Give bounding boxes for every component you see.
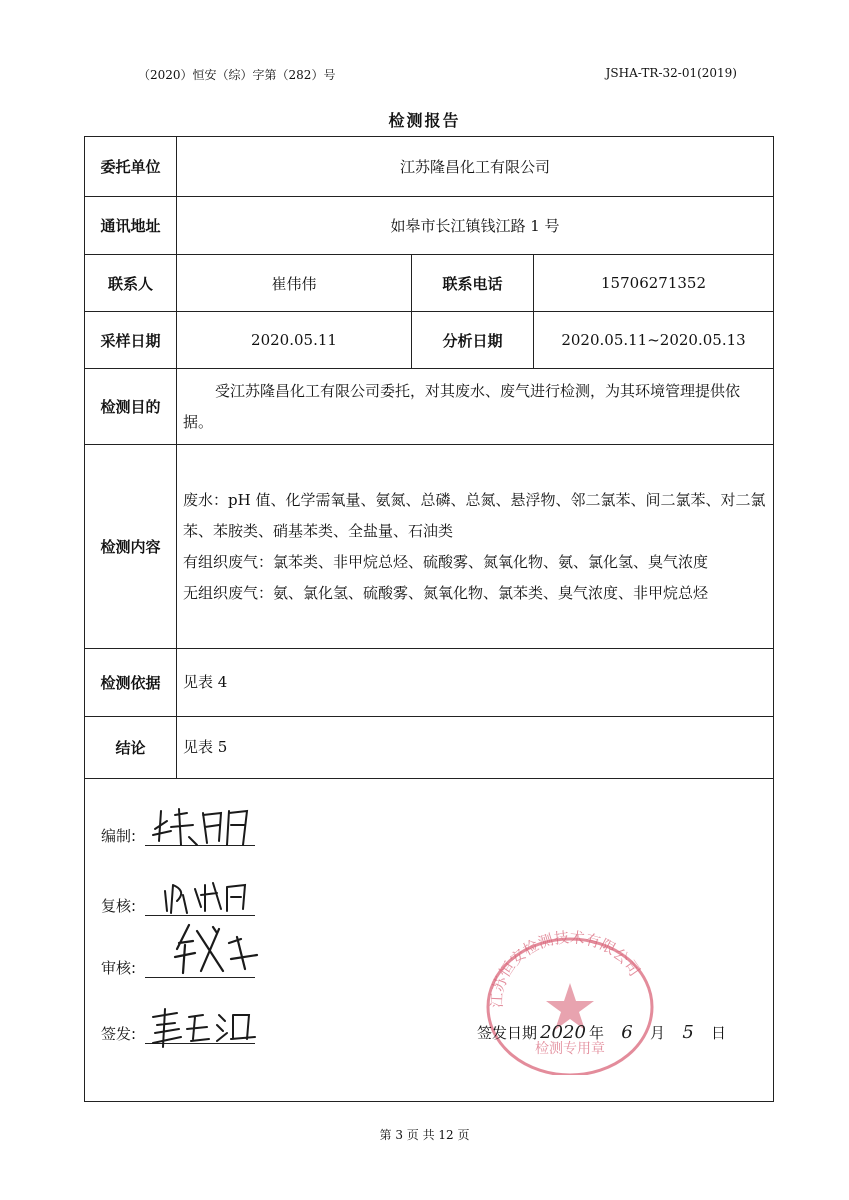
row-conclusion — [85, 717, 774, 779]
row-purpose — [85, 369, 774, 445]
content-organized-gas: 有组织废气：氯苯类、非甲烷总烃、硫酸雾、氮氧化物、氨、氯化氢、臭气浓度 — [183, 552, 709, 571]
content-value — [177, 445, 774, 649]
content-unorganized-gas: 无组织废气：氨、氯化氢、硫酸雾、氮氧化物、氯苯类、臭气浓度、非甲烷总烃 — [183, 583, 709, 602]
issued-signature — [147, 1003, 287, 1053]
row-signatures — [85, 779, 774, 1102]
purpose-label: 检测目的 — [85, 369, 177, 445]
client-value: 江苏隆昌化工有限公司 — [177, 137, 774, 197]
signature-area — [85, 779, 773, 1101]
phone-label: 联系电话 — [412, 255, 534, 312]
row-content — [85, 445, 774, 649]
issue-date-label: 签发日期 — [477, 1024, 538, 1042]
sampling-label: 采样日期 — [85, 312, 177, 369]
issue-year: 2020 — [540, 1022, 586, 1043]
row-basis — [85, 649, 774, 717]
content-label: 检测内容 — [85, 445, 177, 649]
issued-label: 签发: — [101, 1025, 137, 1043]
purpose-value: 受江苏隆昌化工有限公司委托，对其废水、废气进行检测，为其环境管理提供依据。 — [177, 369, 774, 445]
stamp-text: 江苏恒安检测技术有限公司 — [487, 928, 644, 1009]
year-label: 年 — [589, 1024, 605, 1042]
issue-date — [477, 1022, 726, 1043]
basis-value: 见表 4 — [177, 649, 774, 717]
basis-label: 检测依据 — [85, 649, 177, 717]
day-label: 日 — [711, 1024, 727, 1042]
conclusion-label: 结论 — [85, 717, 177, 779]
contact-label: 联系人 — [85, 255, 177, 312]
audited-label: 审核: — [101, 959, 137, 977]
issue-day: 5 — [682, 1022, 694, 1043]
compiled-signature — [149, 801, 259, 851]
form-code: JSHA-TR-32-01(2019) — [605, 66, 737, 80]
report-number: （2020）恒安（综）字第（282）号 — [138, 68, 336, 82]
analysis-label: 分析日期 — [412, 312, 534, 369]
stamp-subtext: 检测专用章 — [535, 1041, 605, 1057]
row-address — [85, 197, 774, 255]
reviewed-label: 复核: — [101, 897, 137, 915]
report-table — [84, 136, 774, 1102]
row-client — [85, 137, 774, 197]
contact-value: 崔伟伟 — [177, 255, 412, 312]
sampling-value: 2020.05.11 — [177, 312, 412, 369]
row-contact — [85, 255, 774, 312]
audited-signature — [167, 919, 267, 981]
month-label: 月 — [650, 1024, 666, 1042]
phone-value: 15706271352 — [534, 255, 774, 312]
client-label: 委托单位 — [85, 137, 177, 197]
reviewed-signature — [161, 871, 261, 921]
address-value: 如皋市长江镇钱江路 1 号 — [177, 197, 774, 255]
row-dates — [85, 312, 774, 369]
page-footer: 第 3 页 共 12 页 — [379, 1128, 470, 1142]
page-title: 检测报告 — [388, 111, 461, 130]
compiled-label: 编制: — [101, 827, 137, 845]
conclusion-value: 见表 5 — [177, 717, 774, 779]
issue-month: 6 — [621, 1022, 633, 1043]
analysis-value: 2020.05.11~2020.05.13 — [534, 312, 774, 369]
company-stamp — [480, 925, 660, 1075]
content-wastewater: 废水：pH 值、化学需氧量、氨氮、总磷、总氮、悬浮物、邻二氯苯、间二氯苯、对二氯苯、苯胺类、硝基苯类、全盐量、石油类 — [183, 490, 766, 540]
address-label: 通讯地址 — [85, 197, 177, 255]
